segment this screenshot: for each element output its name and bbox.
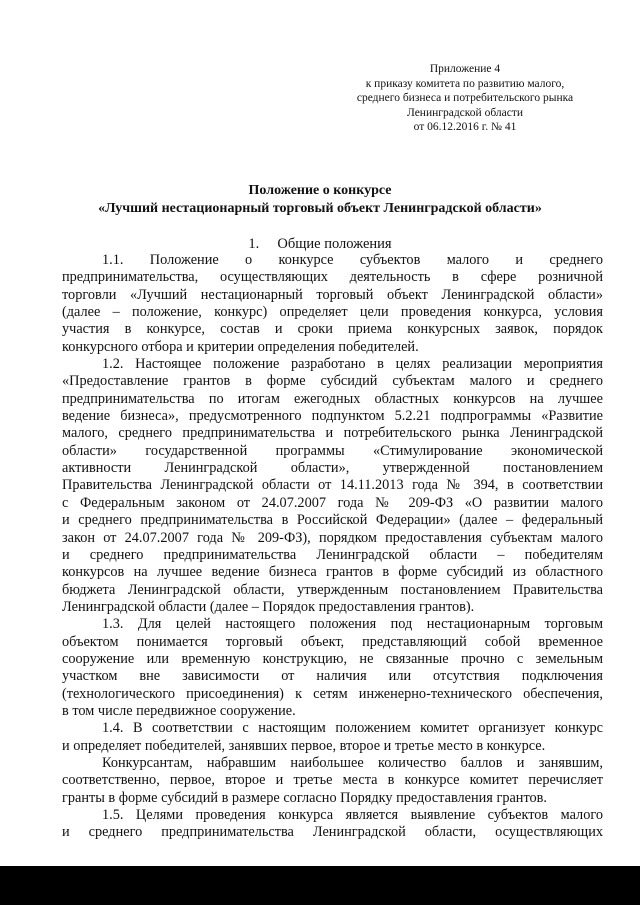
body-text-line: 1.5. Целями проведения конкурса является выявление субъектов малого — [102, 807, 603, 823]
annex-line: от 06.12.2016 г. № 41 — [413, 121, 517, 134]
title-line: «Лучший нестационарный торговый объект Ленинградской области» — [98, 200, 542, 216]
body-text-line: 1.1. Положение о конкурсе субъектов малого и среднего — [102, 252, 603, 268]
body-text-line: гранты в форме субсидий в размере согласно Порядку предоставления грантов. — [62, 789, 547, 806]
body-text-line: и среднего предпринимательства Ленинградской области, осуществляющих — [62, 824, 603, 841]
body-text-line: 1.3. Для целей настоящего положения под нестационарным торговым — [102, 616, 603, 633]
body-text-line: активности Ленинградской области», утвержденной постановлением — [62, 460, 603, 477]
body-text-line: конкурсов на лучшее ведение бизнеса грантов в форме субсидий из областного — [62, 564, 603, 581]
body-text-line: участия в конкурсе, состав и сроки приема конкурсных заявок, порядок — [62, 321, 603, 338]
body-text-line: (далее – положение, конкурс) определяет цели проведения конкурса, условия — [62, 304, 603, 321]
annex-line: среднего бизнеса и потребительского рынка — [356, 92, 574, 105]
body-text-line: соответственно, первое, второе и третье места в конкурсе комитет перечисляет — [62, 772, 603, 789]
body-text-line: и среднего предпринимательства в Российской Федерации» (далее – федеральный — [62, 512, 603, 529]
section-heading: 1. Общие положения — [248, 236, 392, 252]
body-text-line: Ленинградской области (далее – Порядок предоставления грантов). — [62, 598, 475, 615]
document-body — [62, 252, 603, 842]
body-text-line: предпринимательства, осуществляющих деятельность в сфере розничной — [62, 269, 603, 286]
body-text-line: объектом понимается торговый объект, представляющий собой временное — [62, 633, 603, 650]
body-text-line: конкурсного отбора и критерии определения победителей. — [62, 338, 419, 355]
body-text-line: 1.4. В соответствии с настоящим положением комитет организует конкурс — [102, 720, 603, 737]
document-title — [40, 182, 600, 217]
body-text-line: ведение бизнеса», предусмотренного подпунктом 5.2.21 подпрограммы «Развитие — [62, 408, 603, 425]
scan-bottom-border — [0, 866, 640, 905]
body-text-line: «Предоставление грантов в форме субсидий субъектам малого и среднего — [62, 373, 603, 390]
body-text-line: и среднего предпринимательства Ленинградской области – победителям — [62, 546, 603, 563]
body-text-line: бюджета Ленинградской области, утвержденным постановлением Правительства — [62, 581, 603, 598]
body-text-line: предпринимательства по итогам ежегодных областных конкурсов на лучшее — [62, 390, 603, 407]
body-text-line: в том числе передвижное сооружение. — [62, 702, 296, 719]
body-text-line: и определяет победителей, занявших первое, второе и третье место в конкурсе. — [62, 737, 546, 754]
annex-line: Приложение 4 — [429, 63, 501, 75]
annex-block — [315, 62, 615, 135]
body-text-line: 1.2. Настоящее положение разработано в целях реализации мероприятия — [102, 356, 603, 373]
title-line: Положение о конкурсе — [248, 183, 392, 198]
body-text-line: участком вне зависимости от наличия или отсутствия подключения — [62, 668, 603, 685]
body-text-line: с Федеральным законом от 24.07.2007 года № 209-ФЗ «О развитии малого — [62, 494, 603, 511]
annex-line: к приказу комитета по развитию малого, — [365, 77, 565, 90]
body-text-line: малого, среднего предпринимательства и потребительского рынка Ленинградской — [62, 425, 603, 442]
body-text-line: Правительства Ленинградской области от 14.11.2013 года № 394, в соответствии — [62, 477, 603, 494]
body-text-line: Конкурсантам, набравшим наибольшее количество баллов и занявшим, — [102, 754, 603, 771]
body-text-line: сооружение или временную конструкцию, не связанные прочно с земельным — [62, 650, 603, 667]
body-text-line: области» государственной программы «Стимулирование экономической — [62, 442, 603, 459]
body-text-line: закон от 24.07.2007 года № 209-ФЗ), порядком предоставления субъектам малого — [62, 529, 603, 546]
annex-line: Ленинградской области — [406, 106, 524, 119]
body-text-line: торговли «Лучший нестационарный торговый объект Ленинградской области» — [62, 286, 603, 303]
body-text-line: (технологического присоединения) к сетям инженерно-технического обеспечения, — [62, 685, 603, 702]
